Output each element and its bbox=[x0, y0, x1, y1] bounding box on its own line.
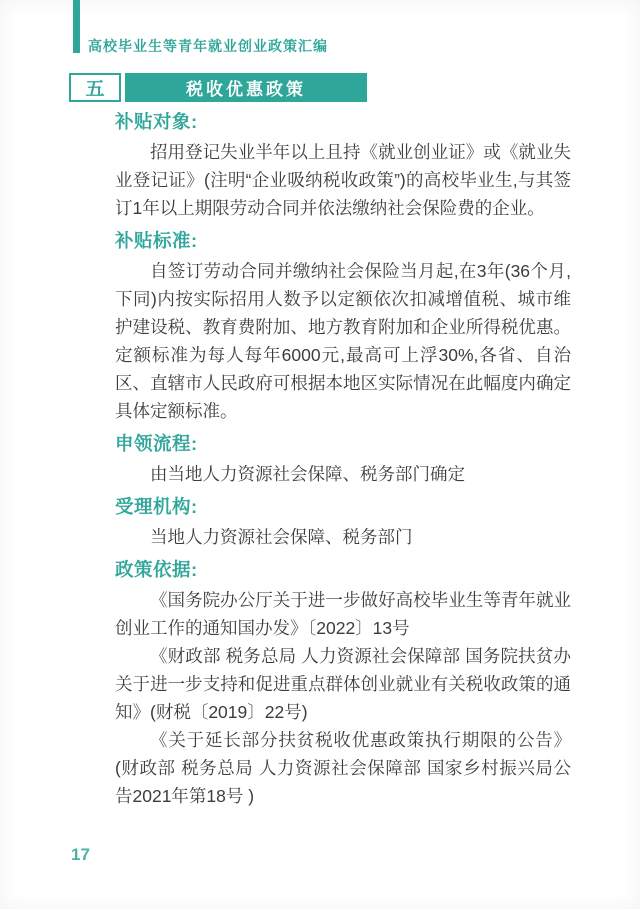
policy-section bbox=[115, 229, 571, 425]
policy-section bbox=[115, 495, 571, 551]
section-header bbox=[69, 73, 367, 102]
section-paragraph: 招用登记失业半年以上且持《就业创业证》或《就业失业登记证》(注明“企业吸纳税收政策”)的高校毕业生,与其签订1年以上期限劳动合同并依法缴纳社会保险费的企业。 bbox=[115, 142, 571, 218]
section-paragraph: 《财政部 税务总局 人力资源社会保障部 国务院扶贫办关于进一步支持和促进重点群体创业就业有关税收政策的通知》(财税〔2019〕22号) bbox=[115, 646, 571, 722]
section-number-badge: 五 bbox=[69, 73, 121, 102]
policy-content bbox=[115, 110, 571, 810]
section-heading: 补贴标准: bbox=[115, 230, 198, 251]
section-heading: 申领流程: bbox=[115, 433, 198, 454]
section-paragraph: 《国务院办公厅关于进一步做好高校毕业生等青年就业创业工作的通知国办发》〔2022〕13号 bbox=[115, 590, 571, 638]
section-heading: 补贴对象: bbox=[115, 111, 198, 132]
section-title-banner: 税收优惠政策 bbox=[125, 73, 367, 102]
section-heading: 受理机构: bbox=[115, 496, 198, 517]
policy-section bbox=[115, 558, 571, 810]
document-title: 高校毕业生等青年就业创业政策汇编 bbox=[88, 38, 328, 54]
policy-section bbox=[115, 432, 571, 488]
section-paragraph: 自签订劳动合同并缴纳社会保险当月起,在3年(36个月,下同)内按实际招用人数予以定额依次扣减增值税、城市维护建设税、教育费附加、地方教育附加和企业所得税优惠。定额标准为每人每年6000元,最高可上浮30%,各省、自治区、直辖市人民政府可根据本地区实际情况在此幅度内确定具体定额标准。 bbox=[115, 261, 571, 421]
section-paragraph: 由当地人力资源社会保障、税务部门确定 bbox=[150, 464, 465, 484]
section-heading: 政策依据: bbox=[115, 559, 198, 580]
page-number: 17 bbox=[71, 845, 90, 864]
section-paragraph: 当地人力资源社会保障、税务部门 bbox=[150, 527, 413, 547]
section-paragraph: 《关于延长部分扶贫税收优惠政策执行期限的公告》(财政部 税务总局 人力资源社会保障部 国家乡村振兴局公告2021年第18号 ) bbox=[115, 730, 571, 806]
policy-section bbox=[115, 110, 571, 222]
accent-bar bbox=[73, 0, 80, 53]
